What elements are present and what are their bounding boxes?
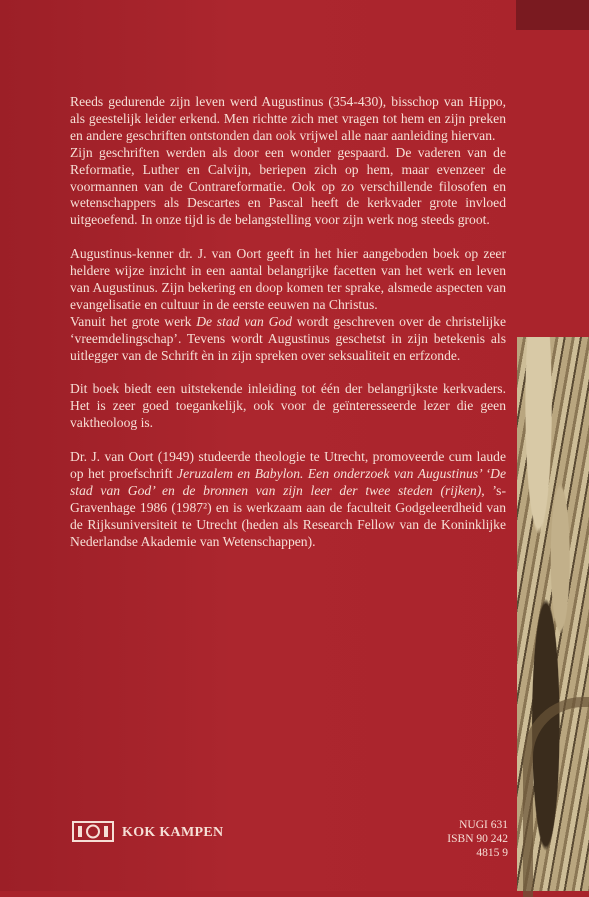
arch-detail bbox=[523, 697, 589, 897]
top-right-band bbox=[516, 0, 589, 30]
publisher-name: KOK KAMPEN bbox=[122, 825, 224, 840]
isbn-code: ISBN 90 242 4815 9 bbox=[447, 833, 508, 859]
paragraph-legacy: Zijn geschriften werden als door een wonder gespaard. De vaderen van de Reformatie, Luther en Calvijn, beriepen zich op hem, maar evenzeer de voormannen van de Contrareformatie. Ook op zo verschillende filosofen en wetenschappers als Descartes en Pascal heeft de kerkvader grote invloed uitgeoefend. In onze tijd is de belangstelling voor zijn werk nog steeds groot. bbox=[70, 144, 506, 228]
cover-photo-strip bbox=[517, 337, 589, 891]
paragraph-recommendation: Dit boek biedt een uitstekende inleiding tot één der belangrijkste kerkvaders. Het is zeer goed toegankelijk, ook voor de geïnteresseerde lezer die geen vaktheoloog is. bbox=[70, 381, 506, 431]
blurb-text bbox=[70, 94, 506, 550]
kok-logo-icon bbox=[72, 821, 114, 842]
paragraph-author-bio: Dr. J. van Oort (1949) studeerde theologie te Utrecht, promoveerde cum laude op het proefschrift Jeruzalem en Babylon. Een onderzoek van Augustinus’ ‘De stad van God’ en de bronnen van zijn leer der twee steden (rijken), ’s-Gravenhage 1986 (1987²) en is werkzaam aan de faculteit Godgeleerdheid van de Rijksuniversiteit te Utrecht (heden als Research Fellow van de Koninklijke Nederlandse Akademie van Wetenschappen). bbox=[70, 448, 507, 549]
paragraph-city-of-god: Vanuit het grote werk De stad van God wordt geschreven over de christelijke ‘vreemdelingschap’. Tevens wordt Augustinus geschetst in zijn betekenis als uitlegger van de Schrift èn in zijn spreken over seksualiteit en erfzonde. bbox=[70, 313, 506, 363]
paragraph-life: Reeds gedurende zijn leven werd Augustinus (354-430), bisschop van Hippo, als geestelijk leider erkend. Men richtte zich met vragen tot hem en zijn preken en andere geschriften ontstonden dan ook vrijwel alle naar aanleiding hiervan. bbox=[70, 94, 506, 143]
book-codes bbox=[426, 818, 508, 860]
nugi-code: NUGI 631 bbox=[459, 819, 508, 831]
dissertation-title: Jeruzalem en Babylon. Een onderzoek van Augustinus’ ‘De stad van God’ en de bronnen van zijn leer der twee steden (rijken) bbox=[70, 465, 506, 498]
paragraph-author-book: Augustinus-kenner dr. J. van Oort geeft in het hier aangeboden boek op zeer heldere wijze inzicht in een aantal belangrijke facetten van het werk en leven van Augustinus. Zijn bekering en doop komen ter sprake, alsmede aspecten van evangelisatie en cultuur in de eerste eeuwen na Christus. bbox=[70, 246, 506, 312]
book-title: De stad van God bbox=[196, 313, 293, 329]
